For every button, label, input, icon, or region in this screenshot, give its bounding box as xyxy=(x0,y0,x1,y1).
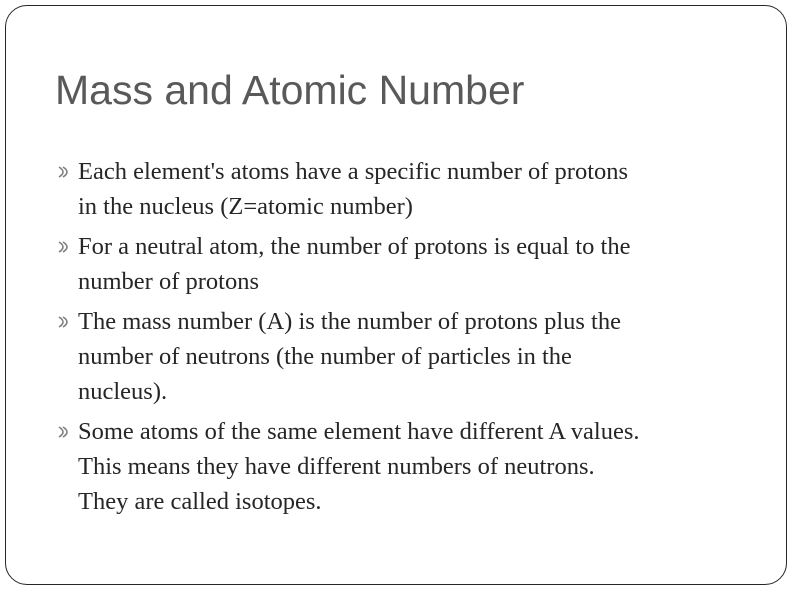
bullet-line: number of protons xyxy=(78,268,259,295)
bullet-line: Each element's atoms have a specific number of protons xyxy=(78,158,629,185)
bullet-list xyxy=(56,154,756,524)
bullet-line: They are called isotopes. xyxy=(78,488,322,515)
bullet-icon xyxy=(56,314,78,330)
slide-title: Mass and Atomic Number xyxy=(55,67,525,113)
bullet-line: number of neutrons (the number of particles in the xyxy=(78,343,572,370)
bullet-icon xyxy=(56,424,78,440)
bullet-icon xyxy=(56,164,78,180)
bullet-item xyxy=(56,304,756,409)
bullet-item xyxy=(56,414,756,519)
bullet-line: The mass number (A) is the number of protons plus the xyxy=(78,308,621,335)
bullet-line: nucleus). xyxy=(78,378,168,405)
bullet-item xyxy=(56,154,756,224)
bullet-item xyxy=(56,229,756,299)
bullet-line: in the nucleus (Z=atomic number) xyxy=(78,193,413,220)
slide xyxy=(5,5,787,585)
bullet-line: For a neutral atom, the number of protons is equal to the xyxy=(78,233,631,260)
bullet-line: This means they have different numbers of neutrons. xyxy=(78,453,595,480)
bullet-icon xyxy=(56,239,78,255)
bullet-line: Some atoms of the same element have different A values. xyxy=(78,418,640,445)
